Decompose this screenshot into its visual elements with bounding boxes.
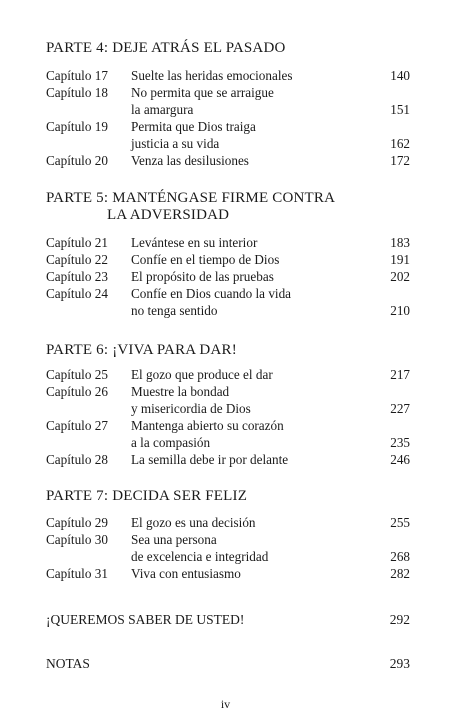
page-number: 282 (390, 566, 410, 581)
chapter-title-line: Viva con entusiasmo (131, 566, 241, 581)
toc-entry (46, 417, 410, 451)
chapter-title-line: la amargura (131, 102, 194, 117)
section-label: NOTAS (46, 656, 90, 671)
toc-entry (46, 285, 410, 319)
chapter-label: Capítulo 18 (46, 85, 108, 100)
chapter-title-line: El gozo es una decisión (131, 515, 256, 530)
chapter-label: Capítulo 28 (46, 452, 108, 467)
toc-entry (46, 152, 410, 169)
chapter-label: Capítulo 22 (46, 252, 108, 267)
toc-entry (46, 67, 410, 84)
chapter-label: Capítulo 27 (46, 418, 108, 433)
chapter-label: Capítulo 20 (46, 153, 108, 168)
page-number: 210 (390, 303, 410, 318)
chapter-title-line: El gozo que produce el dar (131, 367, 273, 382)
chapter-title-line: a la compasión (131, 435, 211, 450)
page-number: iv (220, 697, 231, 711)
chapter-title-line: de excelencia e integridad (131, 549, 269, 564)
toc-entry (46, 565, 410, 582)
page-number: 246 (390, 452, 410, 467)
page-number: 217 (390, 367, 410, 382)
chapter-label: Capítulo 26 (46, 384, 108, 399)
chapter-label: Capítulo 19 (46, 119, 108, 134)
chapter-title (131, 417, 341, 451)
page-number: 235 (390, 435, 410, 450)
chapter-title (131, 366, 341, 383)
page-number: 151 (390, 102, 410, 117)
toc-entry (46, 383, 410, 417)
chapter-title (131, 383, 341, 417)
chapter-title (131, 565, 341, 582)
chapter-label: Capítulo 25 (46, 367, 108, 382)
chapter-title-line: y misericordia de Dios (131, 401, 251, 416)
part-title-line: PARTE 7: DECIDA SER FELIZ (46, 488, 248, 504)
part-title-line: LA ADVERSIDAD (107, 207, 230, 223)
page-number: 183 (390, 235, 410, 250)
chapter-title (131, 285, 341, 319)
chapter-title-line: La semilla debe ir por delante (131, 452, 289, 467)
chapter-label: Capítulo 21 (46, 235, 108, 250)
chapter-title-line: Venza las desilusiones (131, 153, 249, 168)
chapter-title-line: Confíe en Dios cuando la vida (131, 286, 292, 301)
chapter-title (131, 451, 341, 468)
chapter-title (131, 531, 341, 565)
chapter-title-line: Muestre la bondad (131, 384, 230, 399)
page-number: 255 (390, 515, 410, 530)
page-number: 140 (390, 68, 410, 83)
chapter-title (131, 234, 341, 251)
toc-entry (46, 514, 410, 531)
chapter-title-line: Mantenga abierto su corazón (131, 418, 284, 433)
page-number: 292 (389, 612, 410, 627)
chapter-title (131, 67, 341, 84)
toc-entry (46, 234, 410, 251)
chapter-title-line: Suelte las heridas emocionales (131, 68, 293, 83)
part-title-line: PARTE 4: DEJE ATRÁS EL PASADO (46, 40, 286, 56)
part-title-line: PARTE 5: MANTÉNGASE FIRME CONTRA (46, 190, 336, 206)
page-number: 162 (390, 136, 410, 151)
chapter-title (131, 152, 341, 169)
toc-entry (46, 84, 410, 118)
chapter-title (131, 118, 341, 152)
chapter-title-line: Confíe en el tiempo de Dios (131, 252, 280, 267)
chapter-title-line: Levántese en su interior (131, 235, 258, 250)
chapter-title-line: No permita que se arraigue (131, 85, 274, 100)
page-number: 202 (390, 269, 410, 284)
toc-entry (46, 118, 410, 152)
chapter-title-line: El propósito de las pruebas (131, 269, 274, 284)
chapter-title (131, 268, 341, 285)
part-title (46, 342, 237, 359)
toc-entry (46, 451, 410, 468)
chapter-label: Capítulo 29 (46, 515, 108, 530)
section-label: ¡QUEREMOS SABER DE USTED! (46, 612, 245, 627)
toc-entry (46, 531, 410, 565)
chapter-title-line: Permita que Dios traiga (131, 119, 256, 134)
chapter-label: Capítulo 31 (46, 566, 108, 581)
chapter-title (131, 514, 341, 531)
chapter-title-line: justicia a su vida (131, 136, 220, 151)
page-number: 293 (389, 656, 410, 671)
part-title (46, 40, 286, 57)
part-title (46, 488, 247, 505)
chapter-title-line: no tenga sentido (131, 303, 218, 318)
chapter-label: Capítulo 24 (46, 286, 108, 301)
page-number: 227 (390, 401, 410, 416)
chapter-title (131, 251, 341, 268)
chapter-label: Capítulo 17 (46, 68, 108, 83)
toc-entry (46, 366, 410, 383)
page-number: 172 (390, 153, 410, 168)
chapter-title-line: Sea una persona (131, 532, 217, 547)
page-number: 268 (390, 549, 410, 564)
part-title (46, 190, 335, 224)
chapter-label: Capítulo 23 (46, 269, 108, 284)
page-number: 191 (390, 252, 410, 267)
toc-entry (46, 251, 410, 268)
part-title-line: PARTE 6: ¡VIVA PARA DAR! (46, 342, 237, 358)
chapter-label: Capítulo 30 (46, 532, 108, 547)
toc-entry (46, 268, 410, 285)
chapter-title (131, 84, 341, 118)
